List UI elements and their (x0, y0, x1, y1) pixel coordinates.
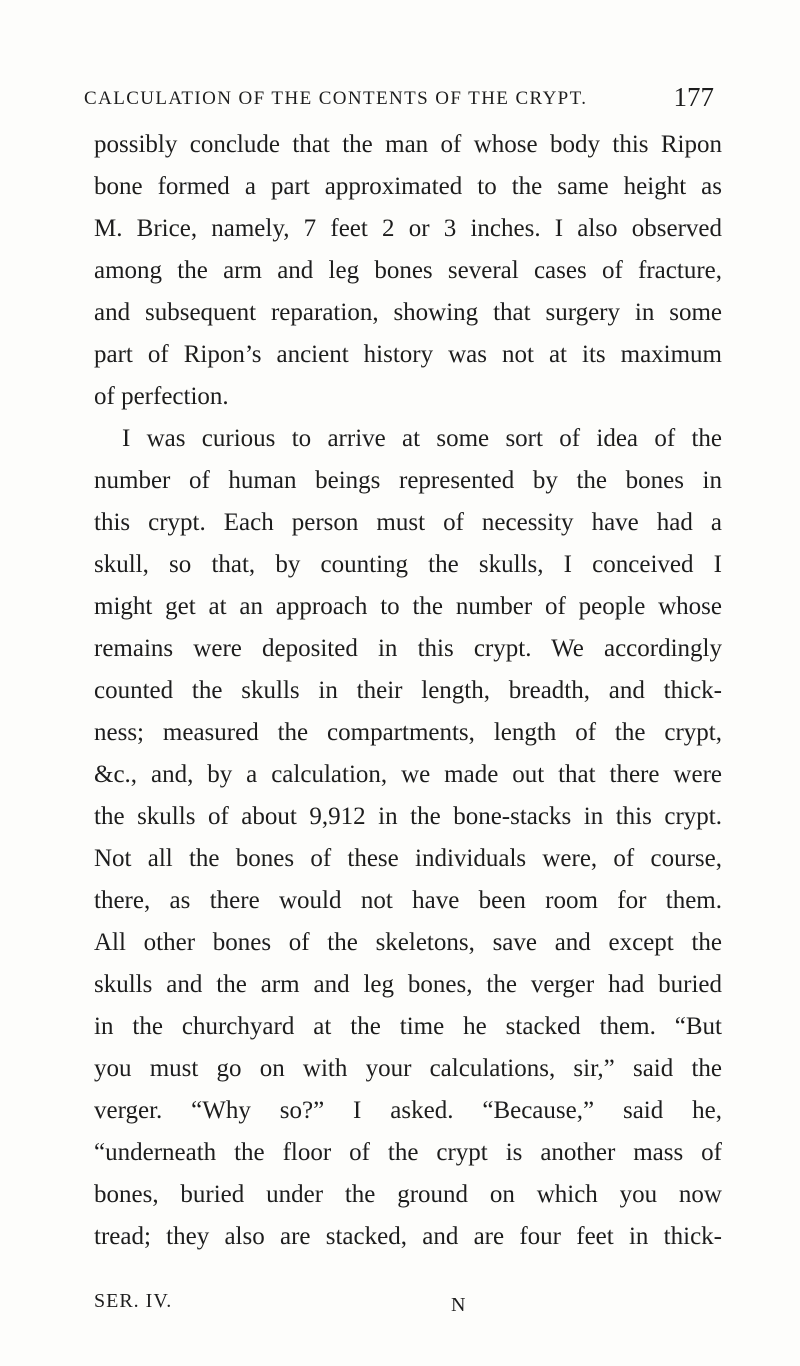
text-line: might get at an approach to the number of people whose (94, 593, 722, 620)
body-text (94, 124, 722, 1258)
text-line: counted the skulls in their length, breadth, and thick- (94, 677, 722, 704)
text-line: skull, so that, by counting the skulls, I conceived I (94, 551, 722, 578)
text-line: bones, buried under the ground on which you now (94, 1181, 722, 1208)
signature-mark: N (451, 1294, 466, 1316)
text-line: the skulls of about 9,912 in the bone-stacks in this crypt. (94, 803, 722, 830)
running-head (84, 82, 714, 122)
text-line: possibly conclude that the man of whose body this Ripon (94, 131, 722, 158)
text-line: number of human beings represented by the bones in (94, 467, 722, 494)
text-line: “underneath the floor of the crypt is another mass of (94, 1139, 722, 1166)
text-line: among the arm and leg bones several cases of fracture, (94, 257, 722, 284)
page-number: 177 (673, 82, 714, 112)
paragraph-end-line: of perfection. (94, 383, 229, 410)
paragraph-start-line: I was curious to arrive at some sort of idea of the (122, 425, 722, 452)
text-line: verger. “Why so?” I asked. “Because,” said he, (94, 1097, 722, 1124)
text-line: All other bones of the skeletons, save and except the (94, 929, 722, 956)
text-line: M. Brice, namely, 7 feet 2 or 3 inches. I also observed (94, 215, 722, 242)
text-line: &c., and, by a calculation, we made out that there were (94, 761, 722, 788)
text-line: this crypt. Each person must of necessity have had a (94, 509, 722, 536)
text-line: you must go on with your calculations, sir,” said the (94, 1055, 722, 1082)
text-line: in the churchyard at the time he stacked them. “But (94, 1013, 722, 1040)
text-line: there, as there would not have been room for them. (94, 887, 722, 914)
text-line: and subsequent reparation, showing that surgery in some (94, 299, 722, 326)
text-line: skulls and the arm and leg bones, the verger had buried (94, 971, 722, 998)
text-line: remains were deposited in this crypt. We accordingly (94, 635, 722, 662)
text-line: ness; measured the compartments, length of the crypt, (94, 719, 722, 746)
text-line: part of Ripon’s ancient history was not at its maximum (94, 341, 722, 368)
text-line: Not all the bones of these individuals were, of course, (94, 845, 722, 872)
running-title: CALCULATION OF THE CONTENTS OF THE CRYPT. (84, 88, 588, 109)
text-line: tread; they also are stacked, and are four feet in thick- (94, 1223, 722, 1250)
printer-signature: SER. IV. (94, 1290, 173, 1312)
text-line: bone formed a part approximated to the same height as (94, 173, 722, 200)
